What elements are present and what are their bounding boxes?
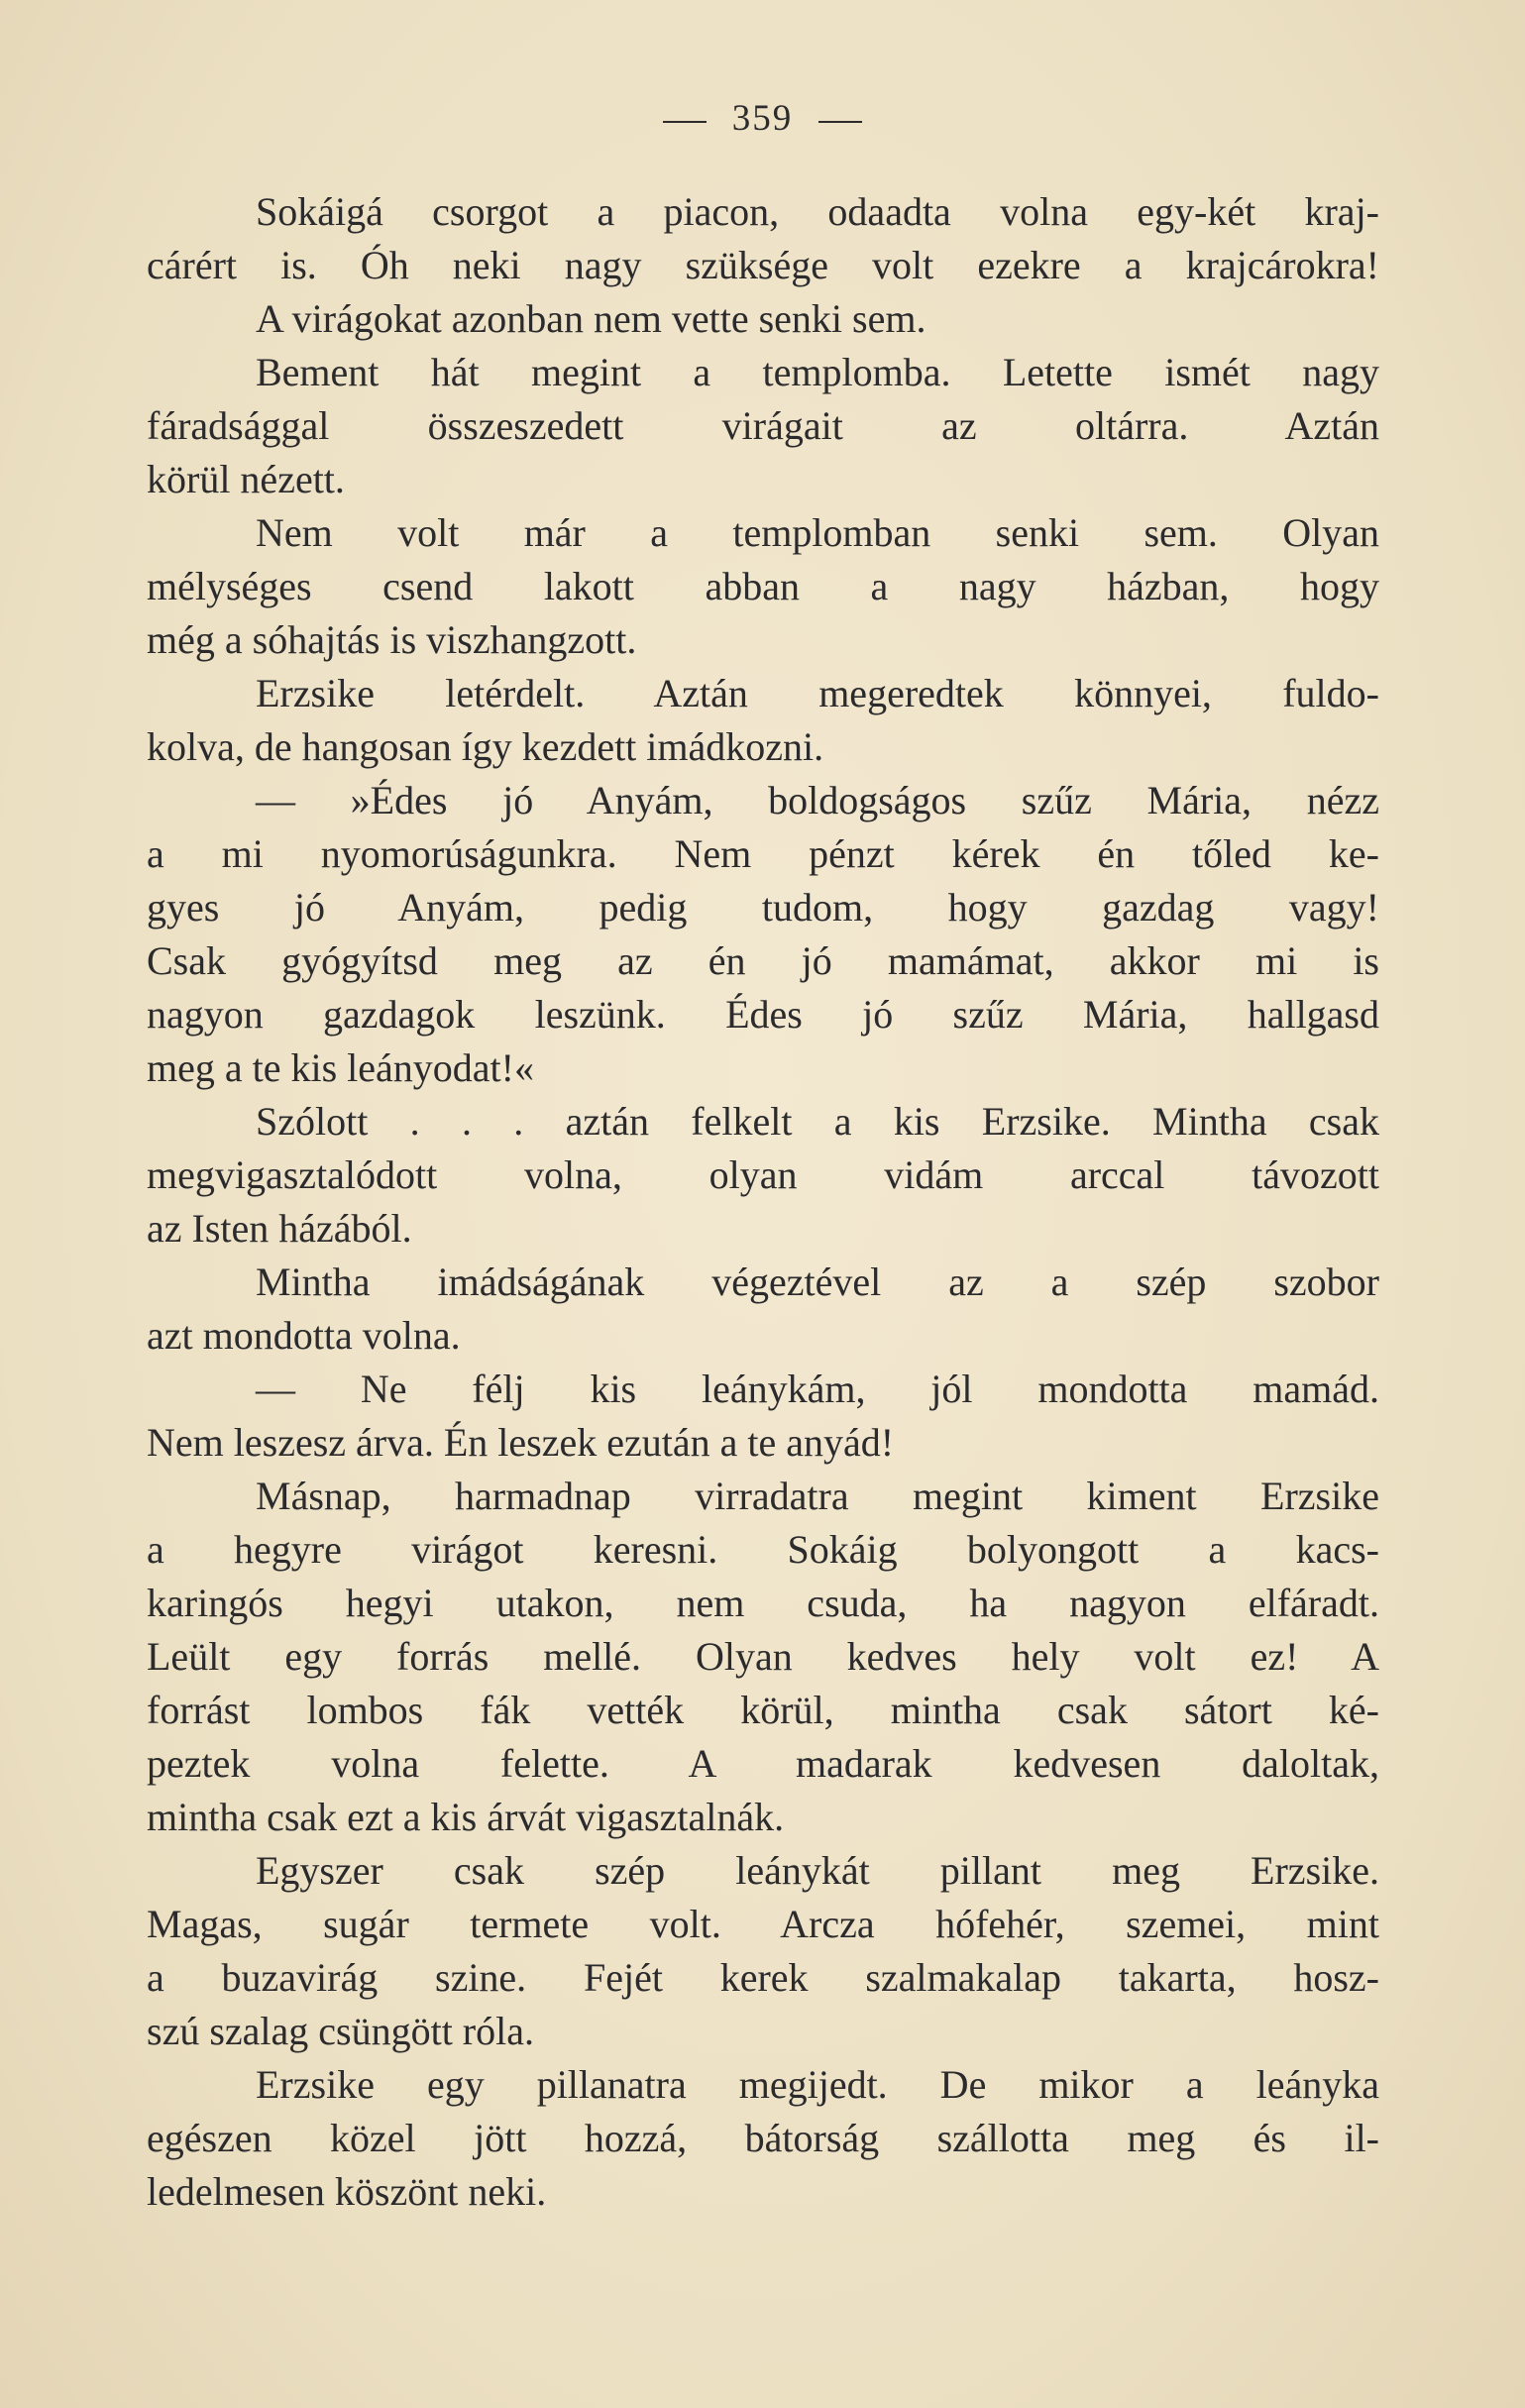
text-line: a hegyre virágot keresni. Sokáig bolyongott a kacs- bbox=[147, 1527, 1379, 1572]
text-line: szú szalag csüngött róla. bbox=[147, 2009, 534, 2053]
header-dash-right bbox=[818, 121, 862, 123]
body-text bbox=[147, 185, 1379, 2219]
text-line: az Isten házából. bbox=[147, 1206, 412, 1251]
text-line: megvigasztalódott volna, olyan vidám arccal távozott bbox=[147, 1152, 1379, 1197]
text-line: Sokáigá csorgot a piacon, odaadta volna egy-két kraj- bbox=[256, 189, 1379, 234]
text-line: cárért is. Óh neki nagy szüksége volt ezekre a krajcárokra! bbox=[147, 243, 1379, 287]
text-line: — Ne félj kis leánykám, jól mondotta mamád. bbox=[256, 1367, 1379, 1411]
text-line: forrást lombos fák vették körül, mintha csak sátort ké- bbox=[147, 1688, 1379, 1732]
text-line: gyes jó Anyám, pedig tudom, hogy gazdag vagy! bbox=[147, 885, 1379, 930]
text-line: peztek volna felette. A madarak kedvesen daloltak, bbox=[147, 1741, 1379, 1786]
text-line: Erzsike egy pillanatra megijedt. De mikor a leányka bbox=[256, 2062, 1379, 2107]
text-line: Csak gyógyítsd meg az én jó mamámat, akkor mi is bbox=[147, 938, 1379, 983]
header-dash-left bbox=[663, 121, 707, 123]
text-line: Nem volt már a templomban senki sem. Olyan bbox=[256, 510, 1379, 555]
text-line: mintha csak ezt a kis árvát vigasztalnák. bbox=[147, 1795, 785, 1839]
text-line: Egyszer csak szép leánykát pillant meg Erzsike. bbox=[256, 1848, 1379, 1893]
text-line: Erzsike letérdelt. Aztán megeredtek könnyei, fuldo- bbox=[256, 671, 1379, 715]
text-line: karingós hegyi utakon, nem csuda, ha nagyon elfáradt. bbox=[147, 1581, 1379, 1625]
text-line: egészen közel jött hozzá, bátorság szállotta meg és il- bbox=[147, 2116, 1379, 2160]
text-line: mélységes csend lakott abban a nagy házban, hogy bbox=[147, 564, 1379, 608]
text-line: Szólott . . . aztán felkelt a kis Erzsike. Mintha csak bbox=[256, 1099, 1379, 1144]
text-line: a buzavirág szine. Fejét kerek szalmakalap takarta, hosz- bbox=[147, 1955, 1379, 2000]
text-line: nagyon gazdagok leszünk. Édes jó szűz Mária, hallgasd bbox=[147, 992, 1379, 1037]
text-line: meg a te kis leányodat!« bbox=[147, 1045, 534, 1090]
text-line: Mintha imádságának végeztével az a szép szobor bbox=[256, 1259, 1379, 1304]
text-line: azt mondotta volna. bbox=[147, 1313, 461, 1358]
text-line: Nem leszesz árva. Én leszek ezután a te anyád! bbox=[147, 1420, 895, 1465]
text-line: Leült egy forrás mellé. Olyan kedves hely volt ez! A bbox=[147, 1634, 1379, 1679]
page-number: 359 bbox=[731, 98, 794, 139]
page-header bbox=[0, 97, 1525, 140]
text-line: ledelmesen köszönt neki. bbox=[147, 2169, 547, 2214]
text-line: Másnap, harmadnap virradatra megint kiment Erzsike bbox=[256, 1474, 1379, 1518]
text-line: kolva, de hangosan így kezdett imádkozni. bbox=[147, 724, 824, 769]
text-line: fáradsággal összeszedett virágait az oltárra. Aztán bbox=[147, 403, 1379, 448]
text-line: A virágokat azonban nem vette senki sem. bbox=[256, 296, 926, 341]
text-line: Bement hát megint a templomba. Letette ismét nagy bbox=[256, 350, 1379, 394]
text-line: a mi nyomorúságunkra. Nem pénzt kérek én tőled ke- bbox=[147, 831, 1379, 876]
text-line: — »Édes jó Anyám, boldogságos szűz Mária, nézz bbox=[256, 778, 1379, 822]
text-line: még a sóhajtás is viszhangzott. bbox=[147, 617, 637, 662]
text-line: körül nézett. bbox=[147, 457, 345, 501]
text-line: Magas, sugár termete volt. Arcza hófehér, szemei, mint bbox=[147, 1902, 1379, 1946]
